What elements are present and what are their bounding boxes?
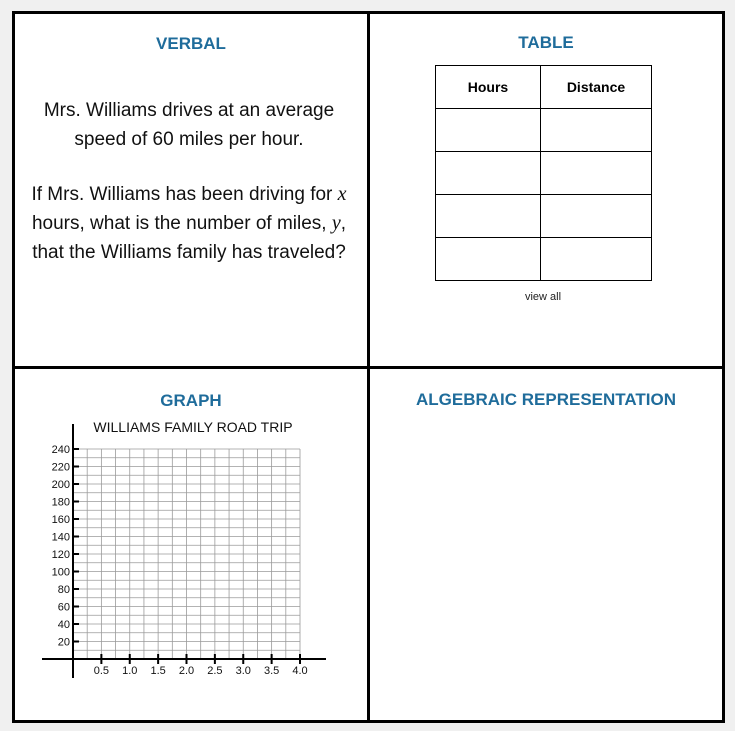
view-all-link[interactable]: view all xyxy=(524,291,562,303)
x-tick-label: 1.0 xyxy=(122,665,138,677)
y-tick-label: 20 xyxy=(57,636,70,649)
chart-title: WILLIAMS FAMILY ROAD TRIP xyxy=(93,419,293,435)
chart-grid xyxy=(73,449,300,659)
hours-column-header: Hours xyxy=(436,66,541,109)
x-tick-label: 3.5 xyxy=(263,665,280,677)
chart-ticks xyxy=(52,444,308,677)
y-tick-label: 40 xyxy=(57,619,70,631)
x-tick-label: 4.0 xyxy=(292,665,308,677)
y-tick-label: 200 xyxy=(51,479,70,491)
table-heading: TABLE xyxy=(518,33,574,52)
x-tick-label: 2.0 xyxy=(178,665,195,677)
graph-heading: GRAPH xyxy=(160,391,222,410)
verbal-heading: VERBAL xyxy=(156,34,226,53)
y-tick-label: 160 xyxy=(51,514,70,526)
y-tick-label: 100 xyxy=(51,566,70,579)
verbal-paragraph-1: Mrs. Williams drives at an average speed of 60 miles per hour. xyxy=(43,100,335,150)
x-tick-label: 3.0 xyxy=(235,665,251,677)
variable-x: x xyxy=(337,183,347,205)
y-tick-label: 120 xyxy=(51,549,70,561)
y-tick-label: 180 xyxy=(51,496,70,509)
y-tick-label: 80 xyxy=(57,584,70,596)
verbal-text-part: If Mrs. Williams has been driving for xyxy=(31,184,338,205)
algebraic-heading: ALGEBRAIC REPRESENTATION xyxy=(415,390,677,409)
y-tick-label: 60 xyxy=(57,601,70,614)
distance-column-header: Distance xyxy=(541,66,652,109)
verbal-text-part: , that the Williams family has traveled? xyxy=(32,213,347,263)
x-tick-label: 1.5 xyxy=(150,665,166,677)
variable-y: y xyxy=(331,212,341,234)
y-tick-label: 220 xyxy=(51,461,70,474)
verbal-text-part: hours, what is the number of miles, xyxy=(31,213,332,234)
x-tick-label: 2.5 xyxy=(207,665,223,677)
x-tick-label: 0.5 xyxy=(93,665,110,677)
y-tick-label: 240 xyxy=(51,444,70,456)
y-tick-label: 140 xyxy=(51,531,70,544)
chart-axes xyxy=(42,424,326,678)
